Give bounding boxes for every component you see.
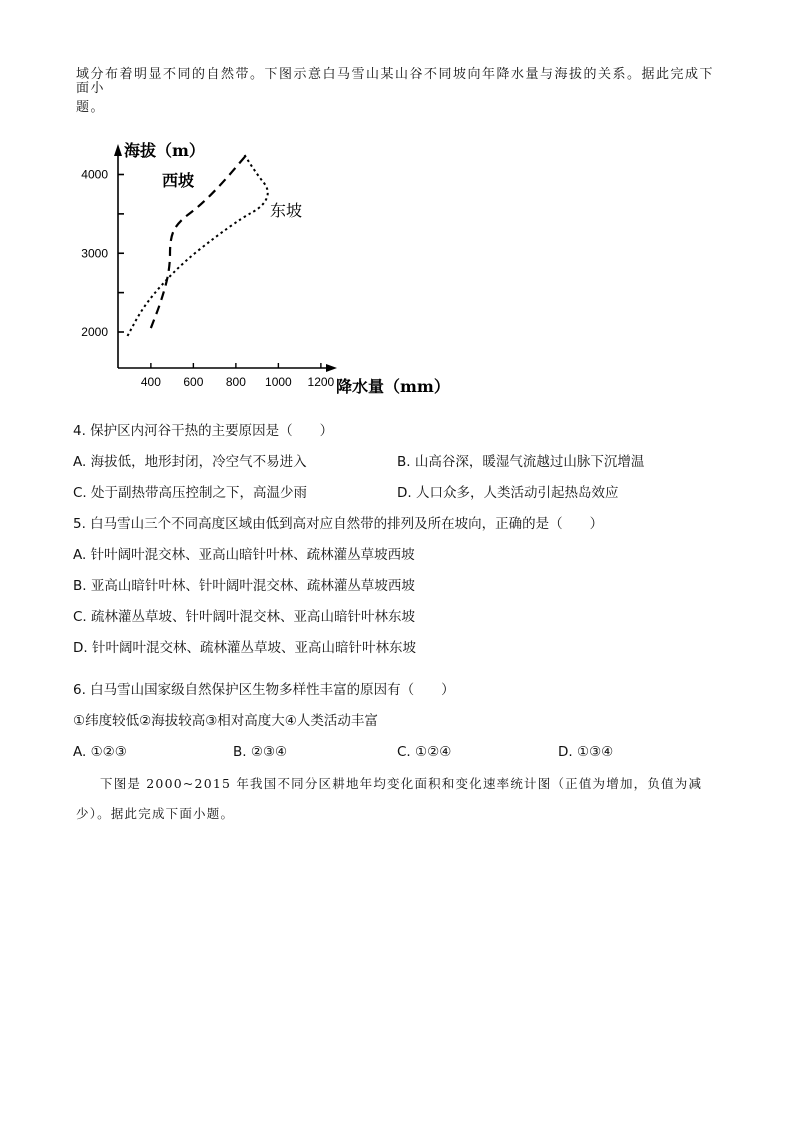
question-5-option-b: B. 亚高山暗针叶林、针叶阔叶混交林、疏林灌丛草坡西坡 — [73, 578, 415, 594]
question-6-option-a: A. ①②③ — [73, 744, 127, 760]
precipitation-altitude-chart — [70, 136, 470, 400]
question-4-option-a: A. 海拔低，地形封闭，冷空气不易进入 — [73, 454, 307, 470]
x-axis-title: 降水量（mm） — [336, 377, 450, 396]
question-4-option-d: D. 人口众多，人类活动引起热岛效应 — [397, 485, 619, 501]
y-axis-arrow — [114, 144, 122, 156]
question-4-stem: 4. 保护区内河谷干热的主要原因是（ ） — [73, 423, 334, 439]
intro-line-2: 题。 — [76, 100, 106, 115]
series-label-east: 东坡 — [270, 201, 303, 220]
y-tick-label: 2000 — [81, 325, 108, 339]
intro-line-1: 域分布着明显不同的自然带。下图示意白马雪山某山谷不同坡向年降水量与海拔的关系。据此完成下面小 — [76, 67, 715, 96]
x-tick-label: 1200 — [307, 375, 335, 389]
question-4-option-c: C. 处于副热带高压控制之下，高温少雨 — [73, 485, 308, 501]
question-5-stem: 5. 白马雪山三个不同高度区域由低到高对应自然带的排列及所在坡向，正确的是（ ） — [73, 516, 604, 532]
next-intro-line-1: 下图是 2000~2015 年我国不同分区耕地年均变化面积和变化速率统计图（正值为增加，负值为减 — [100, 776, 703, 791]
question-6-option-b: B. ②③④ — [233, 744, 288, 760]
question-6-stem: 6. 白马雪山国家级自然保护区生物多样性丰富的原因有（ ） — [73, 682, 455, 698]
x-tick-label: 1000 — [265, 375, 292, 389]
series-label-west: 西坡 — [162, 171, 195, 190]
y-axis-title: 海拔（m） — [124, 141, 205, 160]
question-5-option-a: A. 针叶阔叶混交林、亚高山暗针叶林、疏林灌丛草坡西坡 — [73, 547, 415, 563]
question-6-option-c: C. ①②④ — [397, 744, 452, 760]
question-5-option-c: C. 疏林灌丛草坡、针叶阔叶混交林、亚高山暗针叶林东坡 — [73, 609, 416, 625]
question-4-option-b: B. 山高谷深，暖湿气流越过山脉下沉增温 — [397, 454, 645, 470]
chart-series — [128, 155, 268, 336]
question-6-option-d: D. ①③④ — [558, 744, 614, 760]
y-tick-label: 3000 — [81, 246, 108, 261]
x-axis-arrow — [326, 364, 337, 372]
question-6-items: ①纬度较低②海拔较高③相对高度大④人类活动丰富 — [73, 713, 378, 729]
next-intro-line-2: 少）。据此完成下面小题。 — [76, 806, 235, 821]
x-tick-label: 600 — [183, 375, 204, 389]
series-east-slope-line — [128, 155, 268, 336]
chart-axes — [114, 144, 337, 372]
question-5-option-d: D. 针叶阔叶混交林、疏林灌丛草坡、亚高山暗针叶林东坡 — [73, 640, 416, 656]
y-tick-label: 4000 — [81, 167, 108, 182]
x-tick-label: 800 — [225, 375, 246, 389]
chart-labels — [124, 141, 450, 396]
x-tick-label: 400 — [140, 375, 161, 389]
